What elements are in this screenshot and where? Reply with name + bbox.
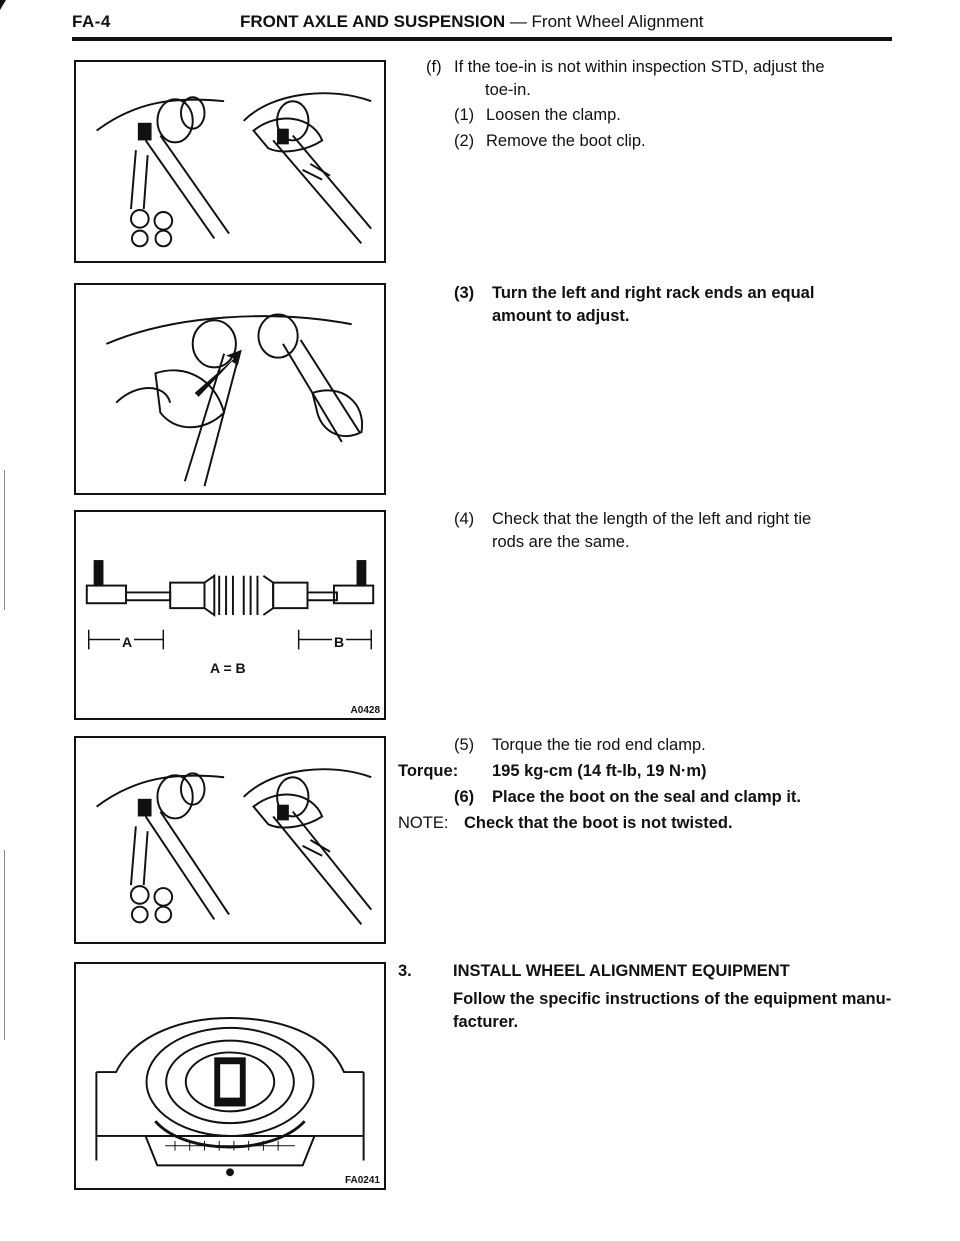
section-code: FA-4 bbox=[72, 12, 111, 31]
step-2-number: (2) bbox=[454, 132, 475, 150]
figure-code: A0428 bbox=[350, 705, 380, 716]
step-f-text: If the toe-in is not within inspection STD, adjust the bbox=[454, 58, 825, 76]
figure-alignment-equipment bbox=[74, 962, 386, 1190]
section-3-body bbox=[453, 988, 903, 1034]
figure-code: FA0241 bbox=[344, 1175, 380, 1186]
step-1-number: (1) bbox=[454, 106, 475, 124]
corner-mark bbox=[0, 0, 6, 10]
page-title bbox=[240, 12, 704, 32]
step-6-number: (6) bbox=[454, 788, 475, 806]
torque-value: 195 kg-cm (14 ft-lb, 19 N·m) bbox=[492, 762, 707, 780]
torque-label: Torque: bbox=[398, 762, 459, 780]
figure-torque-clamp bbox=[74, 736, 386, 944]
step-1 bbox=[454, 104, 621, 127]
figure-turn-rack-ends bbox=[74, 283, 386, 495]
step-3-number: (3) bbox=[454, 284, 475, 302]
note-text: Check that the boot is not twisted. bbox=[464, 814, 733, 832]
header-rule bbox=[72, 37, 892, 41]
step-f bbox=[426, 56, 896, 102]
step-f-text-cont: toe-in. bbox=[485, 81, 531, 99]
step-4-text-cont: rods are the same. bbox=[492, 533, 630, 551]
note bbox=[398, 812, 733, 835]
torque-spec bbox=[398, 760, 707, 783]
scan-edge-line bbox=[4, 470, 5, 610]
illustration-alignment-equipment bbox=[76, 964, 384, 1188]
dimension-label-b: B bbox=[334, 634, 345, 650]
step-1-text: Loosen the clamp. bbox=[486, 106, 621, 124]
illustration-loosen-clamp bbox=[76, 62, 384, 261]
step-2 bbox=[454, 130, 646, 153]
dimension-label-a: A bbox=[122, 634, 133, 650]
page-header bbox=[0, 0, 960, 40]
step-6-text: Place the boot on the seal and clamp it. bbox=[492, 788, 801, 806]
page-title-main: FRONT AXLE AND SUSPENSION bbox=[240, 12, 506, 31]
illustration-torque-clamp bbox=[76, 738, 384, 942]
section-3-heading bbox=[398, 960, 790, 983]
step-3-text-cont: amount to adjust. bbox=[492, 307, 630, 325]
section-3-text: Follow the specific instructions of the equipment manu- bbox=[453, 990, 892, 1008]
illustration-tie-rod-length bbox=[76, 512, 384, 718]
section-3-number: 3. bbox=[398, 962, 412, 980]
step-4 bbox=[454, 508, 894, 554]
step-6 bbox=[454, 786, 801, 809]
scan-edge-line bbox=[4, 850, 5, 1040]
step-5-text: Torque the tie rod end clamp. bbox=[492, 736, 706, 754]
step-5-number: (5) bbox=[454, 736, 475, 754]
figure-loosen-clamp bbox=[74, 60, 386, 263]
figure-tie-rod-length bbox=[74, 510, 386, 720]
note-label: NOTE: bbox=[398, 814, 449, 832]
step-5 bbox=[454, 734, 706, 757]
step-2-text: Remove the boot clip. bbox=[486, 132, 646, 150]
section-3-text-cont: facturer. bbox=[453, 1013, 519, 1031]
step-f-number: (f) bbox=[426, 58, 442, 76]
step-3-text: Turn the left and right rack ends an equal bbox=[492, 284, 815, 302]
step-4-number: (4) bbox=[454, 510, 475, 528]
page-subtitle: — Front Wheel Alignment bbox=[509, 12, 704, 31]
step-3 bbox=[454, 282, 894, 328]
section-3-title: INSTALL WHEEL ALIGNMENT EQUIPMENT bbox=[453, 962, 790, 980]
illustration-turn-rack-ends bbox=[76, 285, 384, 493]
dimension-equation: A = B bbox=[210, 660, 246, 676]
step-4-text: Check that the length of the left and right tie bbox=[492, 510, 812, 528]
